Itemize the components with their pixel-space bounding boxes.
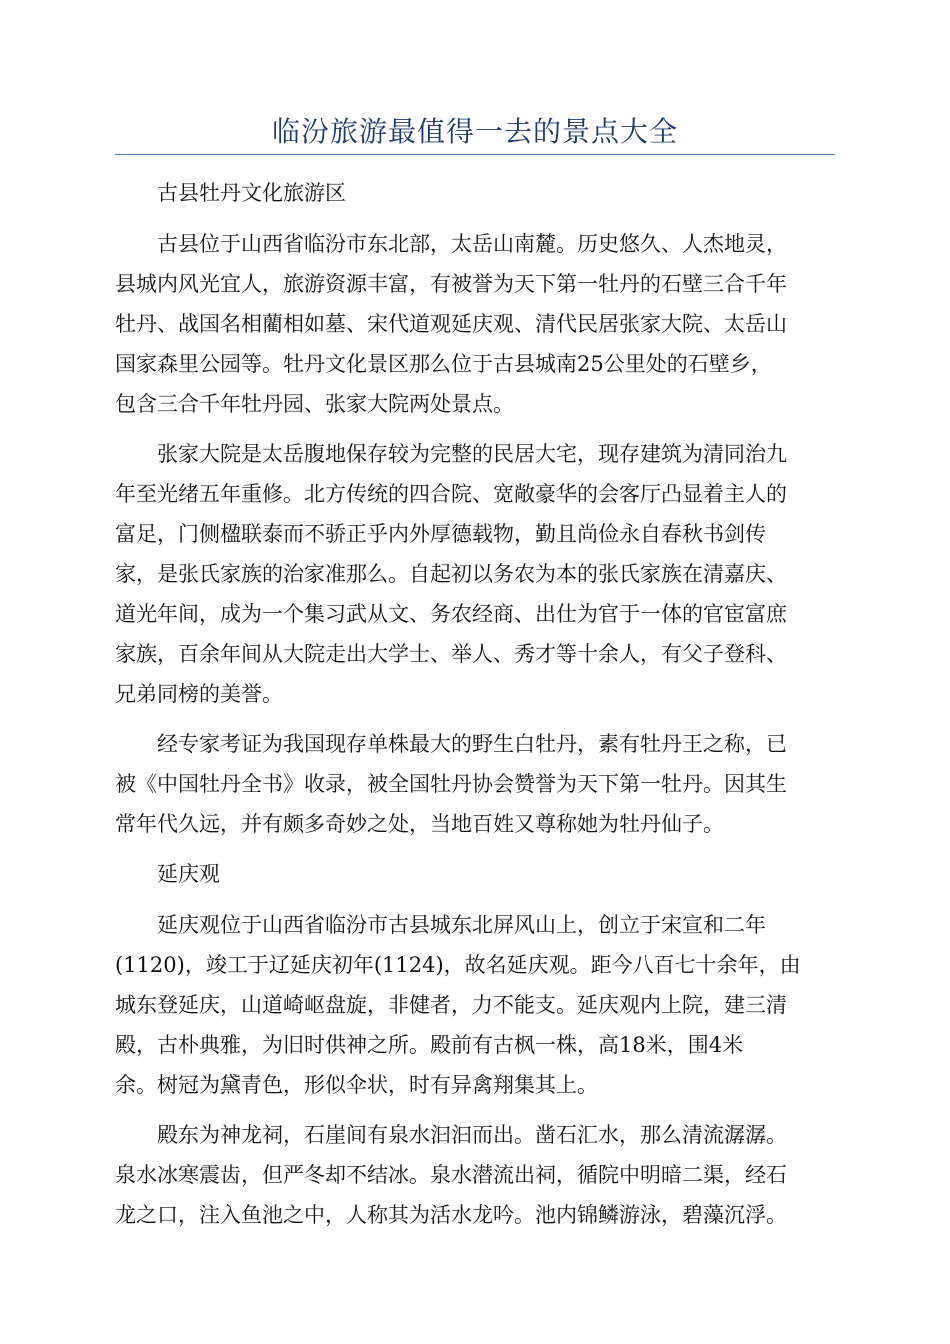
document-title: 临汾旅游最值得一去的景点大全: [271, 115, 678, 148]
section-heading: 古县牡丹文化旅游区: [157, 181, 346, 205]
paragraph: 经专家考证为我国现存单株最大的野生白牡丹，素有牡丹王之称，已 被《中国牡丹全书》收录，被全国牡丹协会赞誉为天下第一牡丹。因其生 常年代久远，并有颇多奇妙之处，当地百姓又尊称她为牡丹仙子。: [115, 732, 787, 836]
paragraph: 古县位于山西省临汾市东北部，太岳山南麓。历史悠久、人杰地灵， 县城内风光宜人，旅游资源丰富，有被誉为天下第一牡丹的石壁三合千年 牡丹、战国名相藺相如墓、宋代道观延庆观、清代民居张家大院、太岳山 国家森里公园等。牡丹文化景区那么位于古县城南25公里处的石壁乡， 包含三合千年牡丹园、张家大院两处景点。: [115, 232, 787, 416]
section-heading: 延庆观: [157, 862, 220, 886]
title-underline: [115, 154, 835, 155]
paragraph: 延庆观位于山西省临汾市古县城东北屏风山上，创立于宋宣和二年 (1120)，竣工于辽延庆初年(1124)，故名延庆观。距今八百七十余年，由 城东登延庆，山道崎岖盘旋，非健者，力不能支。延庆观内上院，建三清 殿，古朴典雅，为旧时供神之所。殿前有古枫一株，高18米，围4米 余。树冠为黛青色，形似伞状，时有异禽翔集其上。: [115, 913, 801, 1097]
paragraph: 殿东为神龙祠，石崖间有泉水汩汩而出。凿石汇水，那么清流潺潺。 泉水冰寒震齿，但严冬却不结冰。泉水潜流出祠，循院中明暗二渠，经石 龙之口，注入鱼池之中，人称其为活水龙吟。池内锦鳞游泳，碧藻沉浮。: [115, 1123, 787, 1227]
paragraph: 张家大院是太岳腹地保存较为完整的民居大宅，现存建筑为清同治九 年至光绪五年重修。北方传统的四合院、宽敞豪华的会客厅凸显着主人的 富足，门侧楹联泰而不骄正乎内外厚德载物，勤且尚俭永自春秋书剑传 家，是张氏家族的治家准那么。自起初以务农为本的张氏家族在清嘉庆、 道光年间，成为一个集习武从文、务农经商、出仕为官于一体的官宦富庶 家族，百余年间从大院走出大学士、举人、秀才等十余人，有父子登科、 兄弟同榜的美誉。: [115, 442, 787, 706]
document-body: [115, 173, 833, 1245]
